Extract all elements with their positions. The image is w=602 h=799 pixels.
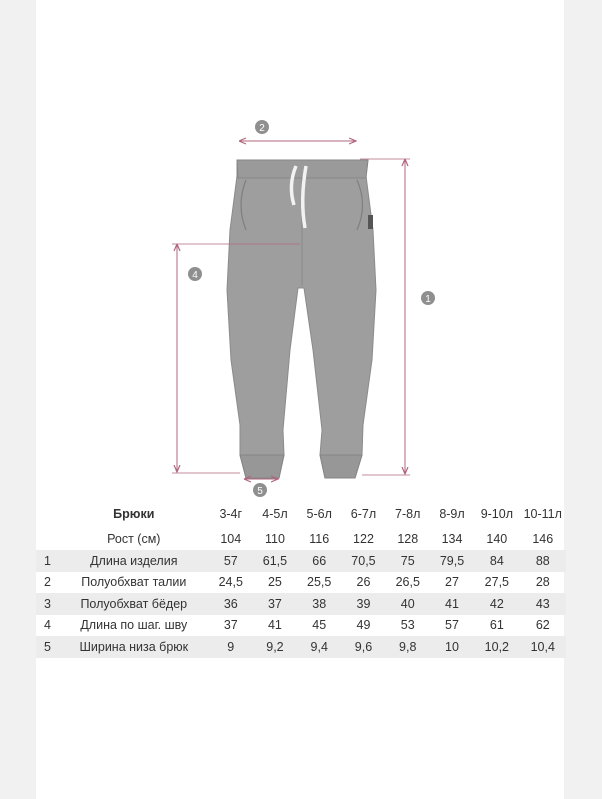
row-number: 2 (43, 575, 51, 590)
table-cell: 116 (309, 532, 330, 547)
table-cell: 61,5 (253, 550, 297, 572)
pants-illustration (227, 160, 376, 478)
size-table-header (36, 503, 566, 525)
size-column-header: 6-7л (350, 506, 377, 521)
size-column-header: 5-6л (306, 506, 332, 521)
row-number (36, 529, 59, 551)
table-cell: 61 (489, 618, 504, 633)
svg-text:4: 4 (192, 270, 198, 281)
table-cell: 45 (312, 618, 327, 633)
svg-text:2: 2 (259, 123, 265, 134)
table-cell: 104 (220, 532, 242, 547)
row-number: 1 (36, 550, 59, 572)
table-cell: 57 (209, 550, 253, 572)
table-cell: 41 (267, 618, 282, 633)
table-cell: 57 (445, 618, 459, 633)
table-cell: 9 (209, 636, 253, 658)
row-label: Ширина низа брюк (59, 636, 209, 658)
table-cell: 134 (441, 532, 463, 547)
table-cell: 10,4 (520, 636, 566, 658)
table-cell: 41 (430, 593, 474, 615)
table-cell: 9,4 (297, 636, 341, 658)
table-row (36, 636, 566, 658)
table-cell: 53 (400, 618, 415, 633)
table-cell: 37 (253, 593, 297, 615)
table-cell: 10 (430, 636, 474, 658)
size-column-header: 8-9л (439, 506, 465, 521)
size-column-header: 3-4г (219, 506, 243, 521)
table-cell: 39 (341, 593, 385, 615)
size-column-header: 7-8л (395, 506, 421, 521)
row-number: 3 (36, 593, 59, 615)
svg-text:5: 5 (257, 486, 263, 497)
table-cell: 88 (520, 550, 566, 572)
table-cell: 28 (535, 575, 550, 590)
table-cell: 66 (297, 550, 341, 572)
table-cell: 79,5 (430, 550, 474, 572)
table-cell: 36 (209, 593, 253, 615)
marker-5 (253, 483, 267, 497)
svg-text:1: 1 (425, 294, 431, 305)
table-cell: 9,2 (253, 636, 297, 658)
size-column-header: 10-11л (523, 506, 562, 521)
table-cell: 37 (223, 618, 238, 633)
row-label: Полуобхват бёдер (59, 593, 209, 615)
table-cell: 9,8 (386, 636, 430, 658)
table-cell: 128 (397, 532, 419, 547)
row-label: Длина по шаг. шву (80, 618, 188, 633)
table-cell: 26,5 (395, 575, 420, 590)
table-cell: 70,5 (341, 550, 385, 572)
marker-1 (421, 291, 435, 305)
size-table (36, 503, 566, 658)
size-column-header: 4-5л (262, 506, 288, 521)
size-column-header: 9-10л (480, 506, 513, 521)
table-cell: 38 (297, 593, 341, 615)
table-cell: 10,2 (474, 636, 519, 658)
table-cell: 122 (353, 532, 374, 547)
table-row (36, 593, 566, 615)
row-label: Полуобхват талии (81, 575, 187, 590)
table-cell: 84 (474, 550, 519, 572)
table-row (36, 615, 566, 637)
table-title: Брюки (113, 506, 155, 521)
table-cell: 140 (486, 532, 508, 547)
table-cell: 62 (535, 618, 550, 633)
table-cell: 146 (532, 532, 554, 547)
table-row (36, 550, 566, 572)
table-cell: 27,5 (484, 575, 510, 590)
row-number: 4 (43, 618, 51, 633)
marker-4 (188, 267, 202, 281)
table-cell: 40 (386, 593, 430, 615)
table-row (36, 572, 566, 594)
table-cell: 75 (386, 550, 430, 572)
table-cell: 9,6 (341, 636, 385, 658)
table-cell: 24,5 (218, 575, 243, 590)
table-cell: 49 (356, 618, 371, 633)
row-label: Рост (см) (107, 532, 161, 547)
table-row (36, 529, 566, 551)
table-cell: 25 (267, 575, 282, 590)
table-cell: 110 (264, 532, 285, 547)
table-cell: 25,5 (307, 575, 332, 590)
marker-2 (255, 120, 269, 134)
row-label: Длина изделия (59, 550, 209, 572)
table-cell: 42 (474, 593, 519, 615)
row-number: 5 (36, 636, 59, 658)
table-cell: 43 (520, 593, 566, 615)
table-cell: 27 (445, 575, 459, 590)
table-cell: 26 (356, 575, 371, 590)
